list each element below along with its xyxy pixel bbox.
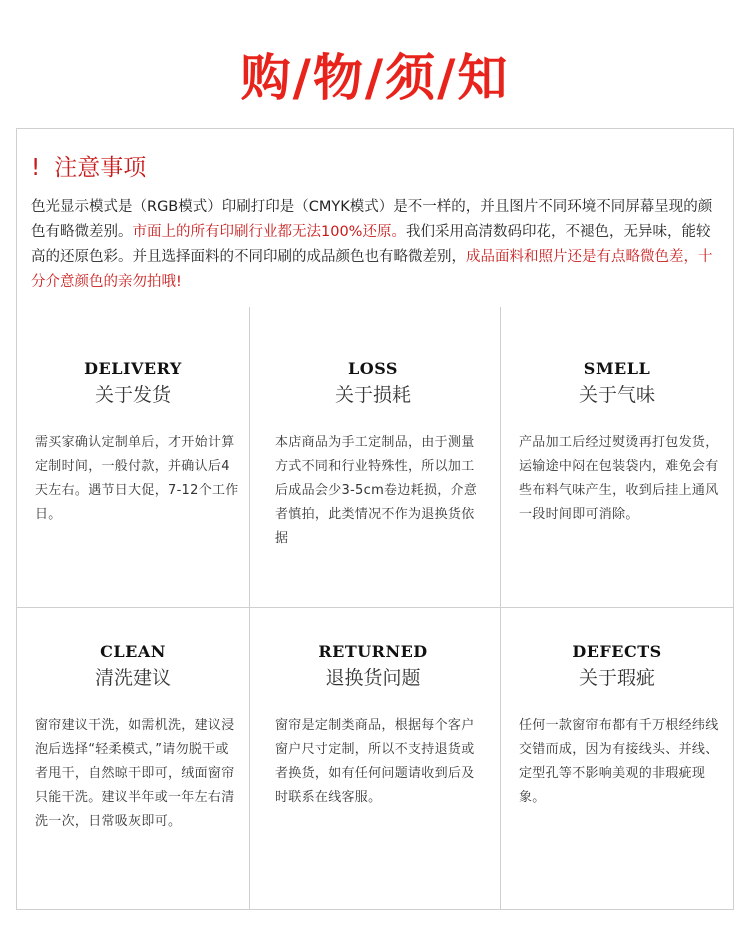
card-title-zh: 关于发货 — [94, 384, 171, 406]
info-card-clean — [17, 642, 249, 834]
info-panel — [16, 128, 734, 910]
info-card-loss — [257, 359, 489, 551]
card-title-en: RETURNED — [318, 642, 428, 661]
card-title-en: LOSS — [348, 359, 398, 378]
notice-text-4: 成品面料和照片还是有点略微色差，十分介意颜色的亲勿拍哦! — [31, 249, 713, 290]
notice-text-2: 市面上的所有印刷行业都无法100%还原。 — [132, 224, 406, 240]
info-card-returned — [257, 642, 489, 810]
card-title-en: SMELL — [583, 359, 651, 378]
notice-text-3: 我们采用高清数码印花，不褪色，无异味，能较高的还原色彩。并且选择面料的不同印刷的成品颜色也有略微差别， — [31, 224, 711, 265]
card-title-zh: 清洗建议 — [94, 667, 171, 689]
grid-divider — [249, 307, 250, 909]
page-title: 购/物/须/知 — [240, 49, 510, 107]
info-card-defects — [501, 642, 733, 810]
card-title-zh: 关于瑕疵 — [578, 667, 655, 689]
card-title-zh: 关于损耗 — [334, 384, 411, 406]
notice-text — [31, 195, 721, 295]
card-description: 窗帘建议干洗，如需机洗，建议浸泡后选择“轻柔模式，”请勿脱干或者甩干，自然晾干即可，绒面窗帘只能干洗。建议半年或一年左右清洗一次，日常吸灰即可。 — [35, 718, 235, 829]
card-description: 窗帘是定制类商品，根据每个客户窗户尺寸定制，所以不支持退货或者换货，如有任何问题请收到后及时联系在线客服。 — [275, 718, 475, 805]
card-title-zh: 退换货问题 — [325, 667, 421, 689]
card-description: 任何一款窗帘布都有千万根经纬线交错而成，因为有接线头、并线、定型孔等不影响美观的非瑕疵现象。 — [519, 718, 719, 805]
card-title-zh: 关于气味 — [578, 384, 655, 406]
info-card-smell — [501, 359, 733, 527]
grid-divider — [17, 607, 733, 608]
warning-icon: ! — [31, 155, 41, 181]
card-description: 产品加工后经过熨烫再打包发货，运输途中闷在包装袋内，难免会有些布料气味产生，收到后挂上通风一段时间即可消除。 — [519, 435, 719, 522]
card-title-en: DELIVERY — [84, 359, 182, 378]
info-card-delivery — [17, 359, 249, 527]
card-title-en: CLEAN — [100, 642, 166, 661]
notice-heading — [31, 149, 146, 182]
card-description: 本店商品为手工定制品，由于测量方式不同和行业特殊性，所以加工后成品会少3-5cm卷边耗损，介意者慎拍，此类情况不作为退换货依据 — [275, 435, 478, 546]
card-title-en: DEFECTS — [572, 642, 662, 661]
notice-heading-text: 注意事项 — [54, 155, 147, 181]
notice-text-1: 色光显示模式是（RGB模式）印刷打印是（CMYK模式）是不一样的，并且图片不同环境不同屏幕呈现的颜色有略微差别。 — [31, 199, 713, 240]
card-description: 需买家确认定制单后，才开始计算定制时间，一般付款，并确认后4天左右。遇节日大促，7-12个工作日。 — [35, 435, 239, 522]
